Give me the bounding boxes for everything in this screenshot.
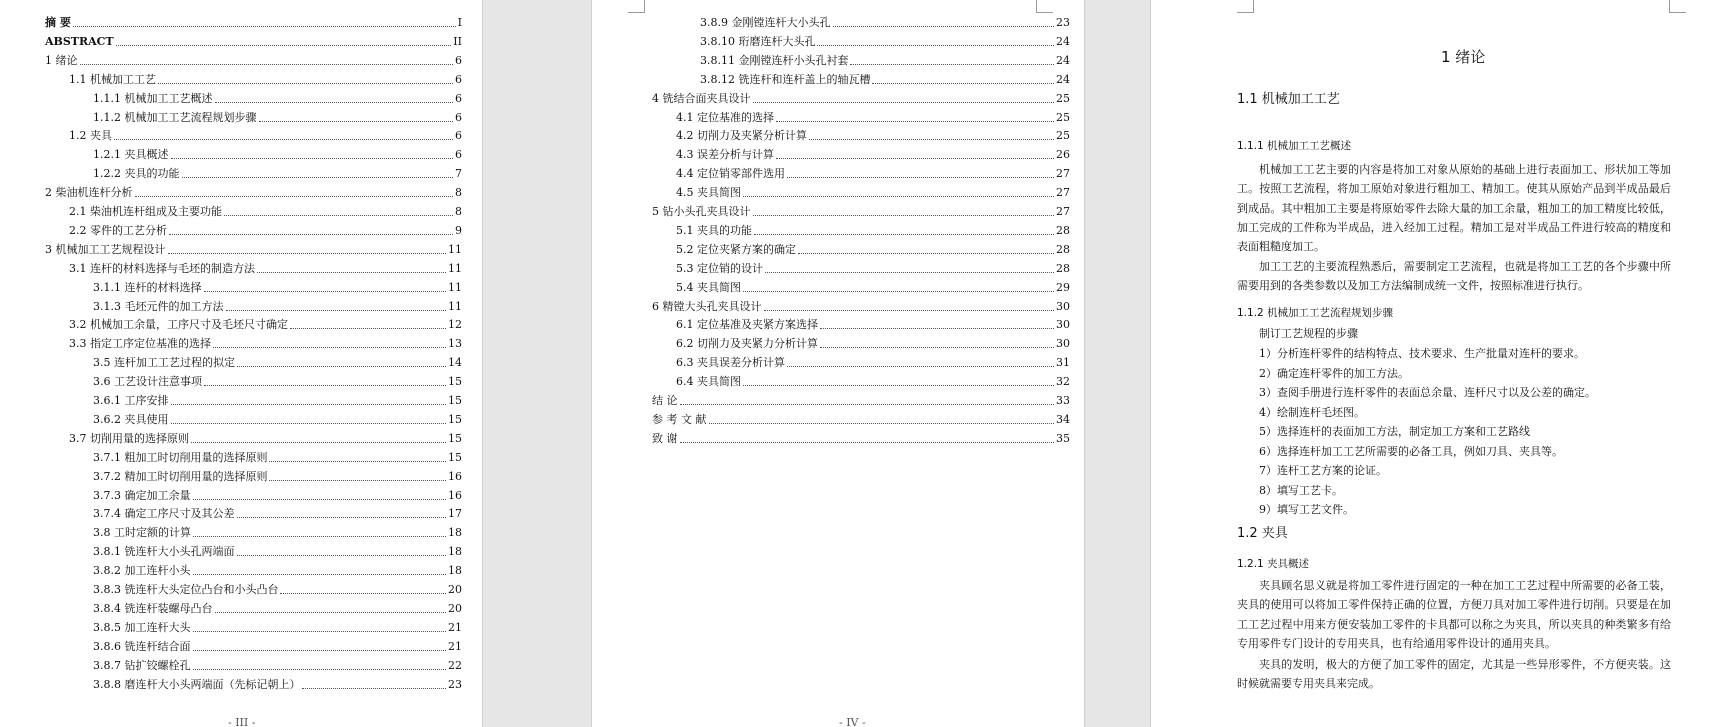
toc-leader-dots: [257, 271, 446, 273]
toc-leader-dots: [73, 25, 456, 27]
toc-entry-page: 21: [448, 620, 462, 634]
toc-leader-dots: [237, 365, 446, 367]
toc-entry-page: 17: [448, 507, 462, 521]
toc-entry-title: 3.8.5 加工连杆大头: [93, 620, 191, 634]
toc-leader-dots: [787, 176, 1054, 178]
toc-entry-title: 4.3 误差分析与计算: [676, 148, 774, 162]
toc-leader-dots: [743, 384, 1054, 386]
toc-leader-dots: [680, 441, 1055, 443]
toc-entry[interactable]: [652, 205, 1070, 219]
toc-entry[interactable]: [69, 318, 462, 332]
paragraph: 夹具的发明，极大的方便了加工零件的固定，尤其是一些异形零件，不方便夹装。这时候就需要专用夹具来完成。: [1237, 658, 1671, 691]
toc-entry[interactable]: [93, 678, 462, 692]
toc-entry[interactable]: [676, 243, 1070, 257]
toc-entry-title: 3.2 机械加工余量，工序尺寸及毛坯尺寸确定: [69, 318, 288, 332]
toc-entry-title: 4.1 定位基准的选择: [676, 110, 774, 124]
toc-entry[interactable]: [652, 394, 1070, 408]
toc-entry-title: 3.8.10 珩磨连杆大头孔: [700, 34, 816, 48]
toc-leader-dots: [80, 63, 454, 65]
toc-entry[interactable]: [93, 148, 462, 162]
toc-entry[interactable]: [93, 545, 462, 559]
toc-entry-title: 6 精镗大头孔夹具设计: [652, 299, 762, 313]
step-item: 2）确定连杆零件的加工方法。: [1259, 366, 1409, 380]
toc-entry-page: 25: [1056, 91, 1070, 105]
toc-entry-title: 3.8.8 磨连杆大小头两端面（先标记朝上）: [93, 677, 301, 691]
toc-entry-page: 6: [455, 148, 462, 162]
toc-entry-title: 3.8.12 铣连杆和连杆盖上的轴瓦槽: [700, 72, 871, 86]
toc-entry-title: 1.1.1 机械加工工艺概述: [93, 91, 213, 105]
toc-entry[interactable]: [69, 224, 462, 238]
toc-entry[interactable]: [69, 432, 462, 446]
toc-leader-dots: [169, 233, 453, 235]
paragraph: 机械加工工艺主要的内容是将加工对象从原始的基础上进行表面加工、形状加工等加工。按照工艺流程，将加工原始对象进行粗加工、精加工。使其从原始产品到半成品最后到成品。其中粗加工主要是将原始零件去除大量的加工余量，粗加工的加工精度比较低，加工完成的工件称为半成品，进入经加工过程。精加工是对半成品工件进行较高的精度和表面粗糙度加工。: [1237, 163, 1671, 254]
toc-entry[interactable]: [93, 583, 462, 597]
toc-leader-dots: [817, 44, 1054, 46]
toc-entry[interactable]: [93, 526, 462, 540]
toc-entry-title: ABSTRACT: [45, 34, 114, 48]
step-item: 8）填写工艺卡。: [1259, 483, 1343, 497]
toc-entry[interactable]: [676, 356, 1070, 370]
toc-entry[interactable]: [700, 16, 1070, 30]
margin-corner-mark: [1036, 0, 1053, 13]
step-item: 4）绘制连杆毛坯图。: [1259, 405, 1365, 419]
toc-entry-title: 3.8 工时定额的计算: [93, 526, 191, 540]
toc-entry-page: 12: [448, 318, 462, 332]
toc-entry-page: 16: [448, 469, 462, 483]
toc-entry[interactable]: [676, 148, 1070, 162]
toc-entry-title: 3.3 指定工序定位基准的选择: [69, 337, 211, 351]
step-item: 9）填写工艺文件。: [1259, 503, 1354, 516]
toc-entry-page: II: [453, 34, 462, 48]
toc-entry-title: 6.3 夹具误差分析计算: [676, 356, 785, 370]
toc-entry[interactable]: [45, 35, 462, 49]
step-item: 5）选择连杆的表面加工方法，制定加工方案和工艺路线: [1259, 425, 1530, 438]
toc-leader-dots: [753, 214, 1055, 216]
toc-entry[interactable]: [93, 507, 462, 521]
toc-entry-title: 参 考 文 献: [652, 412, 707, 426]
toc-entry-title: 5.1 夹具的功能: [676, 223, 752, 237]
toc-leader-dots: [302, 687, 446, 689]
toc-entry-title: 3.8.9 金刚镗连杆大小头孔: [700, 16, 831, 29]
toc-entry-page: 18: [448, 545, 462, 559]
toc-entry[interactable]: [93, 451, 462, 465]
toc-leader-dots: [237, 516, 447, 518]
toc-entry-page: I: [457, 16, 462, 29]
toc-entry-page: 27: [1056, 167, 1070, 181]
toc-entry[interactable]: [676, 224, 1070, 238]
toc-leader-dots: [114, 138, 453, 140]
toc-entry-title: 1.2.2 夹具的功能: [93, 167, 180, 181]
toc-leader-dots: [680, 403, 1055, 405]
toc-entry-title: 3.8.2 加工连杆小头: [93, 564, 191, 578]
toc-leader-dots: [168, 252, 447, 254]
toc-leader-dots: [743, 290, 1054, 292]
toc-entry-title: 1.2 夹具: [69, 129, 112, 143]
toc-entry-title: 3.8.4 铣连杆装螺母凸台: [93, 601, 213, 615]
toc-leader-dots: [269, 479, 446, 481]
toc-leader-dots: [182, 176, 454, 178]
toc-entry-page: 29: [1056, 280, 1070, 294]
toc-entry[interactable]: [93, 92, 462, 106]
toc-entry[interactable]: [652, 300, 1070, 314]
toc-leader-dots: [798, 252, 1054, 254]
toc-entry-page: 6: [455, 129, 462, 143]
toc-entry-title: 5.3 定位销的设计: [676, 261, 763, 275]
toc-leader-dots: [764, 309, 1055, 311]
toc-entry-title: 结 论: [652, 394, 678, 407]
toc-entry-title: 3.8.7 钻扩铰螺栓孔: [93, 658, 191, 672]
toc-entry[interactable]: [676, 337, 1070, 351]
toc-leader-dots: [753, 101, 1055, 103]
toc-entry-title: 3.7.4 确定工序尺寸及其公差: [93, 507, 235, 521]
toc-entry-page: 11: [448, 261, 462, 275]
subsection-heading: 1.1.2 机械加工工艺流程规划步骤: [1237, 307, 1394, 319]
toc-leader-dots: [193, 649, 447, 651]
step-item: 3）查阅手册进行连杆零件的表面总余量、连杆尺寸以及公差的确定。: [1259, 386, 1596, 399]
toc-entry-title: 3.7.1 粗加工时切削用量的选择原则: [93, 450, 268, 464]
toc-leader-dots: [158, 82, 453, 84]
toc-page-1: [0, 0, 482, 727]
toc-entry-title: 3.6.1 工序安排: [93, 394, 169, 407]
toc-leader-dots: [280, 592, 446, 594]
toc-entry-title: 3.6.2 夹具使用: [93, 412, 169, 426]
toc-leader-dots: [193, 630, 447, 632]
toc-leader-dots: [193, 573, 447, 575]
toc-entry-page: 31: [1056, 356, 1070, 370]
toc-entry-page: 33: [1056, 394, 1070, 407]
chapter-title: 1 绪论: [1441, 48, 1486, 66]
toc-entry-title: 3.8.11 金刚镗连杆小头孔衬套: [700, 53, 849, 67]
toc-entry[interactable]: [652, 413, 1070, 427]
list-intro: 制订工艺规程的步骤: [1259, 327, 1358, 340]
toc-entry-page: 6: [455, 110, 462, 124]
subsection-heading: 1.1.1 机械加工工艺概述: [1237, 140, 1352, 152]
toc-entry-page: 20: [448, 601, 462, 615]
toc-entry-title: 3.5 连杆加工工艺过程的拟定: [93, 356, 235, 370]
toc-leader-dots: [215, 611, 447, 613]
toc-leader-dots: [193, 535, 446, 537]
toc-entry-page: 25: [1056, 110, 1070, 124]
toc-entry[interactable]: [93, 621, 462, 635]
toc-leader-dots: [171, 422, 447, 424]
toc-entry[interactable]: [700, 73, 1070, 87]
toc-entry-page: 24: [1056, 53, 1070, 67]
toc-entry[interactable]: [45, 243, 462, 257]
subsection-heading: 1.2.1 夹具概述: [1237, 558, 1310, 570]
toc-leader-dots: [224, 214, 453, 216]
toc-leader-dots: [193, 668, 447, 670]
toc-entry-page: 27: [1056, 186, 1070, 200]
toc-entry-title: 4.5 夹具简图: [676, 186, 741, 200]
toc-entry[interactable]: [69, 205, 462, 219]
toc-entry-title: 5 钻小头孔夹具设计: [652, 205, 751, 218]
toc-entry-page: 20: [448, 583, 462, 596]
toc-leader-dots: [135, 195, 454, 197]
toc-entry-title: 3.7.3 确定加工余量: [93, 488, 191, 502]
toc-entry-page: 11: [448, 299, 462, 313]
toc-leader-dots: [213, 346, 446, 348]
toc-entry-page: 15: [448, 394, 462, 407]
toc-entry-title: 3.7 切削用量的选择原则: [69, 431, 189, 445]
toc-entry-page: 7: [455, 167, 462, 181]
toc-entry[interactable]: [676, 167, 1070, 181]
toc-leader-dots: [809, 138, 1054, 140]
toc-entry-title: 5.2 定位夹紧方案的确定: [676, 242, 796, 256]
toc-entry-title: 6.4 夹具简图: [676, 375, 741, 389]
toc-entry-page: 18: [448, 526, 462, 540]
toc-entry-page: 13: [448, 337, 462, 351]
toc-entry-page: 18: [448, 564, 462, 578]
toc-entry-page: 27: [1056, 205, 1070, 218]
toc-entry-title: 3.1.3 毛坯元件的加工方法: [93, 299, 224, 313]
section-heading: 1.1 机械加工工艺: [1237, 92, 1340, 107]
toc-entry-page: 11: [448, 280, 462, 294]
toc-entry[interactable]: [700, 54, 1070, 68]
toc-entry-page: 34: [1056, 412, 1070, 426]
toc-leader-dots: [191, 441, 446, 443]
toc-entry[interactable]: [93, 640, 462, 654]
toc-leader-dots: [215, 101, 454, 103]
section-heading: 1.2 夹具: [1237, 526, 1288, 541]
toc-entry-title: 摘 要: [45, 16, 71, 29]
toc-entry[interactable]: [93, 394, 462, 408]
toc-entry-page: 15: [448, 450, 462, 464]
toc-entry-page: 23: [1056, 16, 1070, 29]
toc-entry-title: 2.2 零件的工艺分析: [69, 223, 167, 237]
toc-entry-title: 4.2 切削力及夹紧分析计算: [676, 129, 807, 143]
toc-entry[interactable]: [676, 129, 1070, 143]
toc-entry-page: 28: [1056, 223, 1070, 237]
toc-entry-page: 25: [1056, 129, 1070, 143]
toc-leader-dots: [204, 290, 447, 292]
toc-entry-title: 2 柴油机连杆分析: [45, 186, 133, 200]
toc-leader-dots: [765, 271, 1054, 273]
toc-entry-title: 4.4 定位销零部件选用: [676, 167, 785, 181]
toc-entry-page: 8: [455, 205, 462, 218]
toc-entry-page: 24: [1056, 72, 1070, 86]
toc-leader-dots: [754, 233, 1054, 235]
toc-entry-title: 3.6 工艺设计注意事项: [93, 375, 202, 389]
toc-entry-title: 1 绪论: [45, 53, 78, 67]
toc-entry-page: 23: [448, 677, 462, 691]
toc-entry-title: 2.1 柴油机连杆组成及主要功能: [69, 205, 222, 218]
toc-entry-title: 3.1 连杆的材料选择与毛坯的制造方法: [69, 261, 255, 275]
toc-entry[interactable]: [69, 129, 462, 143]
step-item: 1）分析连杆零件的结构特点、技术要求、生产批量对连杆的要求。: [1259, 347, 1585, 360]
toc-entry[interactable]: [676, 281, 1070, 295]
toc-entry[interactable]: [93, 602, 462, 616]
toc-leader-dots: [776, 120, 1054, 122]
chapter-page: [1151, 0, 1725, 727]
toc-entry[interactable]: [93, 281, 462, 295]
toc-entry[interactable]: [676, 186, 1070, 200]
toc-entry-page: 15: [448, 431, 462, 445]
margin-corner-mark: [628, 0, 645, 13]
toc-entry-page: 9: [455, 223, 462, 237]
toc-entry-page: 26: [1056, 148, 1070, 162]
toc-entry-page: 24: [1056, 34, 1070, 48]
toc-entry-page: 16: [448, 488, 462, 502]
toc-leader-dots: [290, 327, 446, 329]
toc-entry-page: 30: [1056, 299, 1070, 313]
toc-leader-dots: [833, 25, 1055, 27]
toc-entry-title: 5.4 夹具简图: [676, 280, 741, 294]
toc-leader-dots: [776, 157, 1054, 159]
page-number: - III -: [228, 716, 256, 727]
toc-entry-title: 3.8.3 铣连杆大头定位凸台和小头凸台: [93, 583, 279, 596]
toc-entry-title: 致 谢: [652, 431, 678, 445]
toc-entry-title: 3.8.1 铣连杆大小头孔两端面: [93, 545, 235, 559]
paragraph: 加工工艺的主要流程熟悉后，需要制定工艺流程，也就是将加工工艺的各个步骤中所需要用到的各类参数以及加工方法编制成统一文件，按照标准进行执行。: [1237, 260, 1671, 293]
toc-entry[interactable]: [652, 92, 1070, 106]
toc-entry-page: 15: [448, 412, 462, 426]
toc-leader-dots: [820, 346, 1054, 348]
toc-entry-page: 6: [455, 53, 462, 67]
toc-entry[interactable]: [93, 375, 462, 389]
page-number: - IV -: [839, 716, 866, 727]
toc-entry-page: 11: [448, 242, 462, 256]
toc-entry[interactable]: [93, 659, 462, 673]
toc-entry[interactable]: [69, 337, 462, 351]
toc-entry[interactable]: [69, 73, 462, 87]
toc-entry-title: 3.7.2 精加工时切削用量的选择原则: [93, 469, 268, 483]
toc-entry-page: 8: [455, 186, 462, 200]
toc-entry[interactable]: [700, 35, 1070, 49]
toc-entry-title: 1.1 机械加工工艺: [69, 72, 156, 86]
toc-entry[interactable]: [93, 470, 462, 484]
toc-entry[interactable]: [676, 375, 1070, 389]
toc-entry-page: 6: [455, 91, 462, 105]
toc-entry-page: 15: [448, 375, 462, 389]
toc-entry[interactable]: [93, 167, 462, 181]
margin-corner-mark: [1669, 0, 1686, 13]
toc-leader-dots: [226, 309, 447, 311]
toc-leader-dots: [171, 403, 447, 405]
toc-page-2: [592, 0, 1084, 727]
toc-leader-dots: [171, 157, 454, 159]
toc-entry[interactable]: [45, 54, 462, 68]
toc-entry-page: 28: [1056, 261, 1070, 275]
toc-entry[interactable]: [676, 111, 1070, 125]
toc-entry-title: 6.2 切削力及夹紧力分析计算: [676, 337, 818, 351]
toc-entry[interactable]: [45, 186, 462, 200]
toc-entry-page: 21: [448, 639, 462, 653]
toc-entry-page: 30: [1056, 337, 1070, 351]
toc-leader-dots: [787, 365, 1054, 367]
toc-entry-page: 28: [1056, 242, 1070, 256]
toc-entry[interactable]: [676, 318, 1070, 332]
toc-entry-page: 14: [448, 356, 462, 370]
toc-entry-title: 3.8.6 铣连杆结合面: [93, 639, 191, 653]
toc-entry[interactable]: [93, 356, 462, 370]
toc-entry[interactable]: [93, 413, 462, 427]
toc-entry-page: 32: [1056, 375, 1070, 389]
toc-leader-dots: [743, 195, 1054, 197]
toc-leader-dots: [193, 498, 447, 500]
toc-leader-dots: [872, 82, 1054, 84]
toc-entry-title: 1.2.1 夹具概述: [93, 148, 169, 162]
toc-leader-dots: [850, 63, 1054, 65]
toc-entry-page: 30: [1056, 318, 1070, 332]
toc-entry-title: 3 机械加工工艺规程设计: [45, 242, 166, 256]
toc-entry-title: 6.1 定位基准及夹紧方案选择: [676, 318, 818, 332]
toc-leader-dots: [269, 460, 446, 462]
toc-entry-page: 6: [455, 72, 462, 86]
toc-leader-dots: [709, 422, 1055, 424]
toc-leader-dots: [237, 554, 447, 556]
toc-entry-title: 4 铣结合面夹具设计: [652, 91, 751, 105]
toc-entry[interactable]: [93, 489, 462, 503]
toc-entry-page: 22: [448, 658, 462, 672]
toc-leader-dots: [259, 120, 454, 122]
toc-entry[interactable]: [45, 16, 462, 30]
toc-leader-dots: [820, 327, 1054, 329]
toc-entry[interactable]: [93, 300, 462, 314]
toc-entry-page: 35: [1056, 431, 1070, 445]
toc-entry[interactable]: [93, 564, 462, 578]
toc-entry-title: 1.1.2 机械加工工艺流程规划步骤: [93, 110, 257, 124]
toc-entry[interactable]: [676, 262, 1070, 276]
paragraph: 夹具顾名思义就是将加工零件进行固定的一种在加工工艺过程中所需要的必备工装，夹具的使用可以将加工零件保持正确的位置，方便刀具对加工零件进行切削。只要是在加工工艺过程中用来方便安装加工零件的卡具都可以称之为夹具，所以夹具的种类繁多有给专用零件专门设计的专用夹具，也有给通用零件设计的通用夹具。: [1237, 579, 1671, 650]
step-item: 6）选择连杆加工工艺所需要的必备工具，例如刀具、夹具等。: [1259, 444, 1563, 458]
margin-corner-mark: [1237, 0, 1254, 13]
toc-leader-dots: [116, 44, 452, 46]
toc-entry[interactable]: [652, 432, 1070, 446]
toc-entry[interactable]: [69, 262, 462, 276]
step-item: 7）连杆工艺方案的论证。: [1259, 464, 1387, 477]
toc-entry-title: 3.1.1 连杆的材料选择: [93, 280, 202, 294]
toc-leader-dots: [204, 384, 446, 386]
toc-entry[interactable]: [93, 111, 462, 125]
